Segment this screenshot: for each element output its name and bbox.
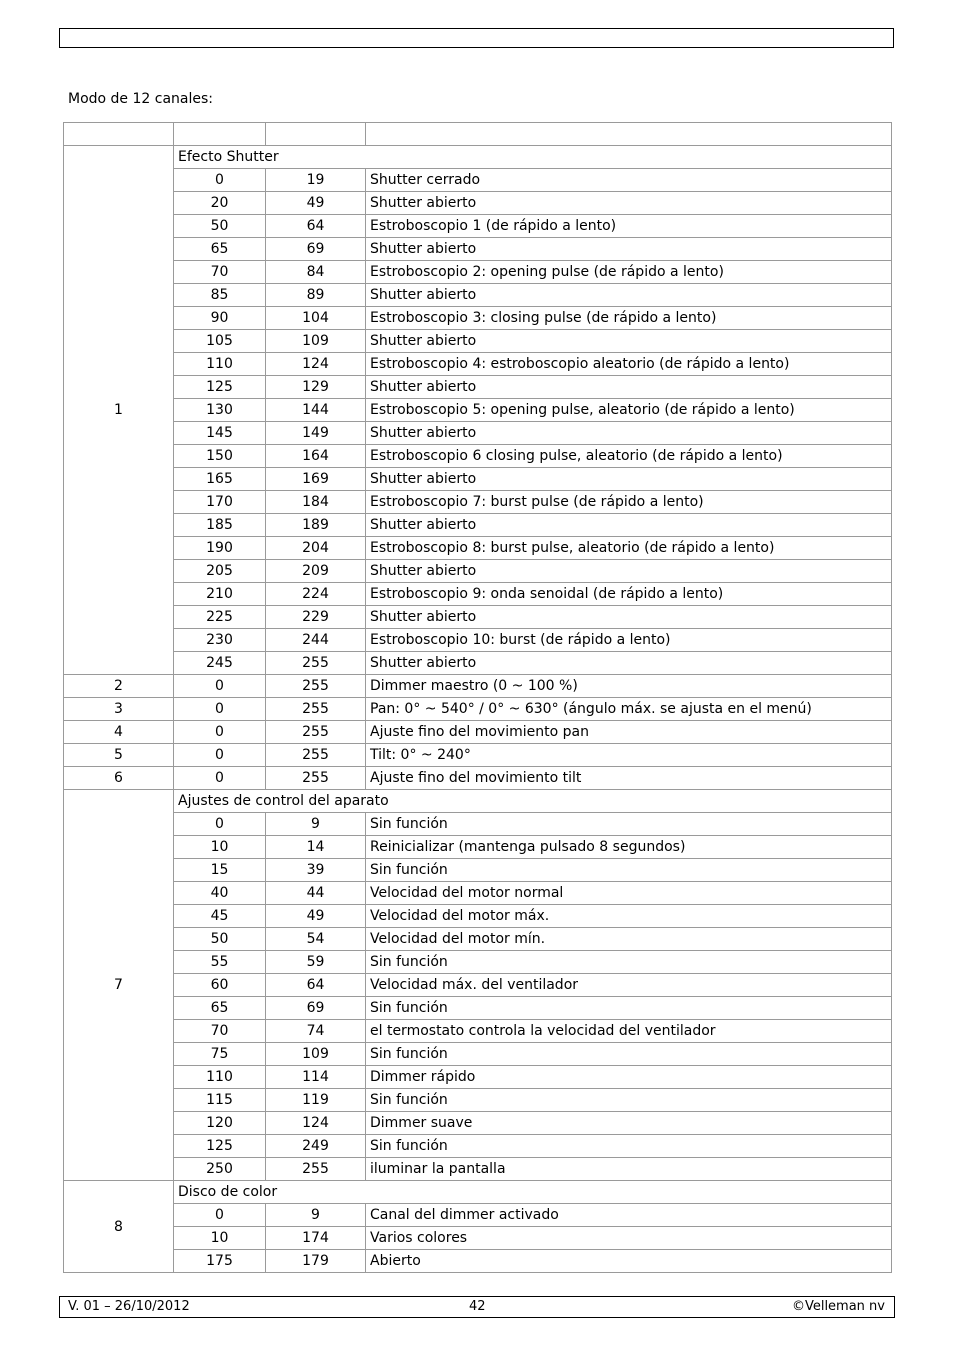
value-to-cell: 209 [266,560,366,583]
function-cell: Estroboscopio 3: closing pulse (de rápido a lento) [366,307,892,330]
function-cell: Tilt: 0° ~ 240° [366,744,892,767]
value-from-cell: 70 [174,261,266,284]
value-from-cell: 15 [174,859,266,882]
function-cell: Shutter abierto [366,284,892,307]
value-from-cell: 110 [174,1066,266,1089]
table-row [64,997,892,1020]
table-row [64,606,892,629]
table-row [64,284,892,307]
channel-number-cell: 1 [64,146,174,675]
value-from-cell: 50 [174,215,266,238]
value-from-cell: 175 [174,1250,266,1273]
table-row [64,261,892,284]
value-to-cell: 204 [266,537,366,560]
function-cell: Velocidad del motor máx. [366,905,892,928]
function-cell: Shutter abierto [366,514,892,537]
table-row [64,951,892,974]
function-cell: el termostato controla la velocidad del ventilador [366,1020,892,1043]
table-row [64,445,892,468]
function-cell: Estroboscopio 7: burst pulse (de rápido a lento) [366,491,892,514]
table-row [64,583,892,606]
function-cell: Dimmer maestro (0 ~ 100 %) [366,675,892,698]
group-title-cell: Efecto Shutter [174,146,892,169]
header-cell-from [174,123,266,146]
value-from-cell: 230 [174,629,266,652]
table-row [64,652,892,675]
value-to-cell: 64 [266,974,366,997]
footer-version: V. 01 – 26/10/2012 [68,1299,190,1314]
value-from-cell: 55 [174,951,266,974]
group-title-cell: Ajustes de control del aparato [174,790,892,813]
function-cell: Sin función [366,1089,892,1112]
table-row [64,399,892,422]
group-row [64,1181,892,1204]
table-row [64,1158,892,1181]
value-from-cell: 0 [174,698,266,721]
channel-number-cell: 6 [64,767,174,790]
value-from-cell: 210 [174,583,266,606]
table-row [64,1089,892,1112]
function-cell: Shutter abierto [366,192,892,215]
function-cell: iluminar la pantalla [366,1158,892,1181]
group-row [64,790,892,813]
value-to-cell: 104 [266,307,366,330]
value-to-cell: 249 [266,1135,366,1158]
value-from-cell: 0 [174,169,266,192]
value-to-cell: 9 [266,1204,366,1227]
table-row [64,629,892,652]
value-from-cell: 115 [174,1089,266,1112]
table-row [64,560,892,583]
value-to-cell: 224 [266,583,366,606]
channel-number-cell: 5 [64,744,174,767]
value-to-cell: 74 [266,1020,366,1043]
table-row [64,905,892,928]
value-from-cell: 70 [174,1020,266,1043]
value-from-cell: 165 [174,468,266,491]
value-from-cell: 250 [174,1158,266,1181]
value-to-cell: 44 [266,882,366,905]
function-cell: Estroboscopio 2: opening pulse (de rápido a lento) [366,261,892,284]
value-from-cell: 65 [174,997,266,1020]
function-cell: Abierto [366,1250,892,1273]
table-row [64,744,892,767]
header-cell-to [266,123,366,146]
value-from-cell: 105 [174,330,266,353]
value-to-cell: 244 [266,629,366,652]
value-from-cell: 0 [174,744,266,767]
value-from-cell: 50 [174,928,266,951]
page-footer [59,1296,895,1318]
table-row [64,882,892,905]
value-to-cell: 109 [266,1043,366,1066]
function-cell: Shutter abierto [366,560,892,583]
value-to-cell: 49 [266,192,366,215]
function-cell: Canal del dimmer activado [366,1204,892,1227]
value-to-cell: 255 [266,744,366,767]
value-from-cell: 225 [174,606,266,629]
function-cell: Ajuste fino del movimiento pan [366,721,892,744]
value-from-cell: 150 [174,445,266,468]
value-to-cell: 89 [266,284,366,307]
header-cell-channel [64,123,174,146]
value-to-cell: 64 [266,215,366,238]
value-from-cell: 60 [174,974,266,997]
value-from-cell: 110 [174,353,266,376]
table-row [64,468,892,491]
value-to-cell: 255 [266,1158,366,1181]
value-from-cell: 185 [174,514,266,537]
value-to-cell: 129 [266,376,366,399]
value-to-cell: 255 [266,698,366,721]
table-row [64,307,892,330]
value-to-cell: 49 [266,905,366,928]
channel-number-cell: 2 [64,675,174,698]
value-from-cell: 0 [174,767,266,790]
function-cell: Sin función [366,951,892,974]
value-from-cell: 205 [174,560,266,583]
section-intro: Modo de 12 canales: [68,91,214,107]
function-cell: Shutter abierto [366,652,892,675]
footer-page-number: 42 [469,1299,486,1314]
value-to-cell: 59 [266,951,366,974]
function-cell: Shutter abierto [366,468,892,491]
table-row [64,1250,892,1273]
channel-number-cell: 7 [64,790,174,1181]
value-to-cell: 119 [266,1089,366,1112]
value-to-cell: 69 [266,997,366,1020]
value-to-cell: 169 [266,468,366,491]
group-row [64,146,892,169]
function-cell: Velocidad del motor mín. [366,928,892,951]
function-cell: Sin función [366,1135,892,1158]
value-to-cell: 69 [266,238,366,261]
value-to-cell: 179 [266,1250,366,1273]
table-row [64,215,892,238]
value-from-cell: 0 [174,1204,266,1227]
value-from-cell: 0 [174,813,266,836]
value-from-cell: 0 [174,721,266,744]
value-to-cell: 124 [266,353,366,376]
value-from-cell: 0 [174,675,266,698]
header-cell-function [366,123,892,146]
table-row [64,974,892,997]
value-from-cell: 245 [174,652,266,675]
function-cell: Dimmer suave [366,1112,892,1135]
value-from-cell: 10 [174,1227,266,1250]
table-row [64,859,892,882]
value-from-cell: 130 [174,399,266,422]
channel-number-cell: 4 [64,721,174,744]
table-row [64,376,892,399]
table-row [64,767,892,790]
value-to-cell: 174 [266,1227,366,1250]
table-row [64,698,892,721]
function-cell: Estroboscopio 4: estroboscopio aleatorio (de rápido a lento) [366,353,892,376]
function-cell: Estroboscopio 8: burst pulse, aleatorio (de rápido a lento) [366,537,892,560]
value-from-cell: 145 [174,422,266,445]
function-cell: Pan: 0° ~ 540° / 0° ~ 630° (ángulo máx. se ajusta en el menú) [366,698,892,721]
value-to-cell: 144 [266,399,366,422]
value-from-cell: 40 [174,882,266,905]
value-to-cell: 164 [266,445,366,468]
value-to-cell: 184 [266,491,366,514]
value-to-cell: 84 [266,261,366,284]
value-to-cell: 255 [266,767,366,790]
value-to-cell: 114 [266,1066,366,1089]
function-cell: Estroboscopio 10: burst (de rápido a lento) [366,629,892,652]
value-to-cell: 9 [266,813,366,836]
value-to-cell: 255 [266,652,366,675]
function-cell: Shutter abierto [366,422,892,445]
table-row [64,1204,892,1227]
value-from-cell: 20 [174,192,266,215]
value-to-cell: 54 [266,928,366,951]
value-to-cell: 39 [266,859,366,882]
value-to-cell: 255 [266,721,366,744]
function-cell: Velocidad del motor normal [366,882,892,905]
function-cell: Sin función [366,1043,892,1066]
table-row [64,330,892,353]
table-row [64,721,892,744]
function-cell: Ajuste fino del movimiento tilt [366,767,892,790]
value-to-cell: 109 [266,330,366,353]
table-row [64,836,892,859]
function-cell: Shutter abierto [366,376,892,399]
table-row [64,169,892,192]
value-from-cell: 125 [174,376,266,399]
value-to-cell: 19 [266,169,366,192]
value-from-cell: 120 [174,1112,266,1135]
dmx-channel-table [63,122,892,1273]
function-cell: Shutter abierto [366,606,892,629]
function-cell: Reinicializar (mantenga pulsado 8 segundos) [366,836,892,859]
table-row [64,1066,892,1089]
value-to-cell: 189 [266,514,366,537]
function-cell: Estroboscopio 6 closing pulse, aleatorio (de rápido a lento) [366,445,892,468]
table-row [64,1135,892,1158]
value-from-cell: 90 [174,307,266,330]
table-row [64,491,892,514]
value-to-cell: 255 [266,675,366,698]
function-cell: Shutter cerrado [366,169,892,192]
value-to-cell: 14 [266,836,366,859]
function-cell: Sin función [366,859,892,882]
function-cell: Sin función [366,997,892,1020]
value-from-cell: 65 [174,238,266,261]
table-row [64,1112,892,1135]
function-cell: Shutter abierto [366,330,892,353]
table-row [64,1043,892,1066]
table-row [64,675,892,698]
value-from-cell: 85 [174,284,266,307]
function-cell: Varios colores [366,1227,892,1250]
table-row [64,192,892,215]
value-from-cell: 75 [174,1043,266,1066]
channel-number-cell: 3 [64,698,174,721]
table-row [64,1227,892,1250]
function-cell: Velocidad máx. del ventilador [366,974,892,997]
table-row [64,537,892,560]
function-cell: Estroboscopio 9: onda senoidal (de rápido a lento) [366,583,892,606]
value-to-cell: 149 [266,422,366,445]
table-header-row [64,123,892,146]
footer-copyright: ©Velleman nv [791,1299,885,1314]
value-from-cell: 125 [174,1135,266,1158]
value-from-cell: 10 [174,836,266,859]
table-row [64,928,892,951]
header-box [59,28,894,48]
value-from-cell: 190 [174,537,266,560]
table-row [64,238,892,261]
function-cell: Estroboscopio 5: opening pulse, aleatorio (de rápido a lento) [366,399,892,422]
function-cell: Sin función [366,813,892,836]
function-cell: Shutter abierto [366,238,892,261]
function-cell: Dimmer rápido [366,1066,892,1089]
value-from-cell: 170 [174,491,266,514]
table-row [64,422,892,445]
function-cell: Estroboscopio 1 (de rápido a lento) [366,215,892,238]
table-row [64,813,892,836]
value-to-cell: 124 [266,1112,366,1135]
value-to-cell: 229 [266,606,366,629]
value-from-cell: 45 [174,905,266,928]
channel-number-cell: 8 [64,1181,174,1273]
table-row [64,514,892,537]
table-row [64,1020,892,1043]
group-title-cell: Disco de color [174,1181,892,1204]
table-row [64,353,892,376]
